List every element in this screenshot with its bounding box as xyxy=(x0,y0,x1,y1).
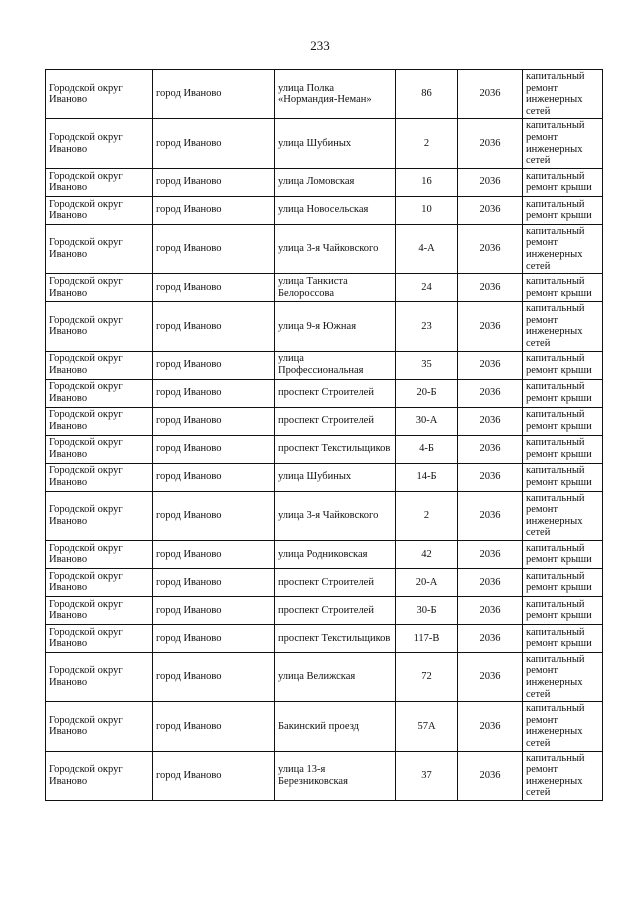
work-type-cell: капитальный ремонт крыши xyxy=(523,463,603,491)
work-type-cell: капитальный ремонт крыши xyxy=(523,379,603,407)
street-cell: улица Танкиста Белороссова xyxy=(275,274,396,302)
year-cell: 2036 xyxy=(458,624,523,652)
city-cell: город Иваново xyxy=(153,596,275,624)
city-cell: город Иваново xyxy=(153,751,275,800)
table-row xyxy=(46,379,603,407)
street-cell: Бакинский проезд xyxy=(275,702,396,751)
house-number-cell: 86 xyxy=(396,70,458,119)
table-row xyxy=(46,568,603,596)
house-number-cell: 4-А xyxy=(396,224,458,273)
city-cell: город Иваново xyxy=(153,463,275,491)
house-number-cell: 10 xyxy=(396,196,458,224)
district-cell: Городской округ Иваново xyxy=(46,119,153,168)
work-type-cell: капитальный ремонт инженерных сетей xyxy=(523,302,603,351)
year-cell: 2036 xyxy=(458,702,523,751)
year-cell: 2036 xyxy=(458,751,523,800)
year-cell: 2036 xyxy=(458,379,523,407)
work-type-cell: капитальный ремонт инженерных сетей xyxy=(523,70,603,119)
table-row xyxy=(46,351,603,379)
table-row xyxy=(46,463,603,491)
work-type-cell: капитальный ремонт инженерных сетей xyxy=(523,491,603,540)
district-cell: Городской округ Иваново xyxy=(46,568,153,596)
table-row xyxy=(46,407,603,435)
table-row xyxy=(46,624,603,652)
district-cell: Городской округ Иваново xyxy=(46,491,153,540)
city-cell: город Иваново xyxy=(153,407,275,435)
work-type-cell: капитальный ремонт крыши xyxy=(523,274,603,302)
city-cell: город Иваново xyxy=(153,70,275,119)
house-number-cell: 72 xyxy=(396,652,458,701)
table-row xyxy=(46,596,603,624)
work-type-cell: капитальный ремонт крыши xyxy=(523,351,603,379)
work-type-cell: капитальный ремонт крыши xyxy=(523,168,603,196)
year-cell: 2036 xyxy=(458,302,523,351)
street-cell: проспект Строителей xyxy=(275,407,396,435)
street-cell: улица Родниковская xyxy=(275,540,396,568)
street-cell: улица Новосельская xyxy=(275,196,396,224)
city-cell: город Иваново xyxy=(153,435,275,463)
district-cell: Городской округ Иваново xyxy=(46,351,153,379)
table-row xyxy=(46,540,603,568)
house-number-cell: 2 xyxy=(396,491,458,540)
housing-repair-table xyxy=(45,69,603,801)
house-number-cell: 35 xyxy=(396,351,458,379)
year-cell: 2036 xyxy=(458,463,523,491)
district-cell: Городской округ Иваново xyxy=(46,751,153,800)
district-cell: Городской округ Иваново xyxy=(46,302,153,351)
district-cell: Городской округ Иваново xyxy=(46,407,153,435)
page-number: 233 xyxy=(310,38,330,53)
table-row xyxy=(46,168,603,196)
table-row xyxy=(46,274,603,302)
table-body xyxy=(46,70,603,801)
city-cell: город Иваново xyxy=(153,351,275,379)
year-cell: 2036 xyxy=(458,435,523,463)
work-type-cell: капитальный ремонт крыши xyxy=(523,407,603,435)
table-row xyxy=(46,119,603,168)
street-cell: улица 13-я Березниковская xyxy=(275,751,396,800)
table-row xyxy=(46,702,603,751)
street-cell: улица Профессиональная xyxy=(275,351,396,379)
house-number-cell: 37 xyxy=(396,751,458,800)
house-number-cell: 57А xyxy=(396,702,458,751)
city-cell: город Иваново xyxy=(153,274,275,302)
district-cell: Городской округ Иваново xyxy=(46,274,153,302)
city-cell: город Иваново xyxy=(153,379,275,407)
district-cell: Городской округ Иваново xyxy=(46,70,153,119)
house-number-cell: 117-В xyxy=(396,624,458,652)
house-number-cell: 4-Б xyxy=(396,435,458,463)
house-number-cell: 42 xyxy=(396,540,458,568)
district-cell: Городской округ Иваново xyxy=(46,652,153,701)
table-row xyxy=(46,196,603,224)
street-cell: улица 3-я Чайковского xyxy=(275,491,396,540)
table-row xyxy=(46,435,603,463)
district-cell: Городской округ Иваново xyxy=(46,196,153,224)
year-cell: 2036 xyxy=(458,196,523,224)
work-type-cell: капитальный ремонт инженерных сетей xyxy=(523,702,603,751)
work-type-cell: капитальный ремонт крыши xyxy=(523,435,603,463)
street-cell: улица 9-я Южная xyxy=(275,302,396,351)
house-number-cell: 23 xyxy=(396,302,458,351)
table-row xyxy=(46,302,603,351)
work-type-cell: капитальный ремонт крыши xyxy=(523,624,603,652)
city-cell: город Иваново xyxy=(153,119,275,168)
city-cell: город Иваново xyxy=(153,568,275,596)
city-cell: город Иваново xyxy=(153,302,275,351)
year-cell: 2036 xyxy=(458,351,523,379)
district-cell: Городской округ Иваново xyxy=(46,379,153,407)
work-type-cell: капитальный ремонт инженерных сетей xyxy=(523,652,603,701)
street-cell: проспект Текстильщиков xyxy=(275,435,396,463)
street-cell: проспект Строителей xyxy=(275,596,396,624)
street-cell: улица Шубиных xyxy=(275,119,396,168)
year-cell: 2036 xyxy=(458,168,523,196)
city-cell: город Иваново xyxy=(153,624,275,652)
house-number-cell: 30-А xyxy=(396,407,458,435)
table-row xyxy=(46,70,603,119)
year-cell: 2036 xyxy=(458,407,523,435)
street-cell: улица 3-я Чайковского xyxy=(275,224,396,273)
work-type-cell: капитальный ремонт крыши xyxy=(523,568,603,596)
district-cell: Городской округ Иваново xyxy=(46,168,153,196)
house-number-cell: 14-Б xyxy=(396,463,458,491)
table-row xyxy=(46,491,603,540)
city-cell: город Иваново xyxy=(153,168,275,196)
city-cell: город Иваново xyxy=(153,540,275,568)
street-cell: проспект Строителей xyxy=(275,379,396,407)
work-type-cell: капитальный ремонт инженерных сетей xyxy=(523,224,603,273)
district-cell: Городской округ Иваново xyxy=(46,435,153,463)
street-cell: проспект Текстильщиков xyxy=(275,624,396,652)
year-cell: 2036 xyxy=(458,652,523,701)
city-cell: город Иваново xyxy=(153,702,275,751)
year-cell: 2036 xyxy=(458,596,523,624)
district-cell: Городской округ Иваново xyxy=(46,596,153,624)
work-type-cell: капитальный ремонт крыши xyxy=(523,540,603,568)
house-number-cell: 24 xyxy=(396,274,458,302)
street-cell: проспект Строителей xyxy=(275,568,396,596)
year-cell: 2036 xyxy=(458,70,523,119)
street-cell: улица Шубиных xyxy=(275,463,396,491)
street-cell: улица Полка «Нормандия-Неман» xyxy=(275,70,396,119)
work-type-cell: капитальный ремонт крыши xyxy=(523,596,603,624)
street-cell: улица Велижская xyxy=(275,652,396,701)
work-type-cell: капитальный ремонт крыши xyxy=(523,196,603,224)
city-cell: город Иваново xyxy=(153,196,275,224)
year-cell: 2036 xyxy=(458,274,523,302)
work-type-cell: капитальный ремонт инженерных сетей xyxy=(523,751,603,800)
house-number-cell: 20-Б xyxy=(396,379,458,407)
year-cell: 2036 xyxy=(458,224,523,273)
year-cell: 2036 xyxy=(458,119,523,168)
district-cell: Городской округ Иваново xyxy=(46,540,153,568)
table-row xyxy=(46,652,603,701)
year-cell: 2036 xyxy=(458,540,523,568)
city-cell: город Иваново xyxy=(153,652,275,701)
table-row xyxy=(46,751,603,800)
house-number-cell: 16 xyxy=(396,168,458,196)
house-number-cell: 30-Б xyxy=(396,596,458,624)
work-type-cell: капитальный ремонт инженерных сетей xyxy=(523,119,603,168)
district-cell: Городской округ Иваново xyxy=(46,702,153,751)
year-cell: 2036 xyxy=(458,568,523,596)
city-cell: город Иваново xyxy=(153,491,275,540)
street-cell: улица Ломовская xyxy=(275,168,396,196)
district-cell: Городской округ Иваново xyxy=(46,224,153,273)
district-cell: Городской округ Иваново xyxy=(46,463,153,491)
house-number-cell: 20-А xyxy=(396,568,458,596)
year-cell: 2036 xyxy=(458,491,523,540)
table-row xyxy=(46,224,603,273)
district-cell: Городской округ Иваново xyxy=(46,624,153,652)
house-number-cell: 2 xyxy=(396,119,458,168)
city-cell: город Иваново xyxy=(153,224,275,273)
